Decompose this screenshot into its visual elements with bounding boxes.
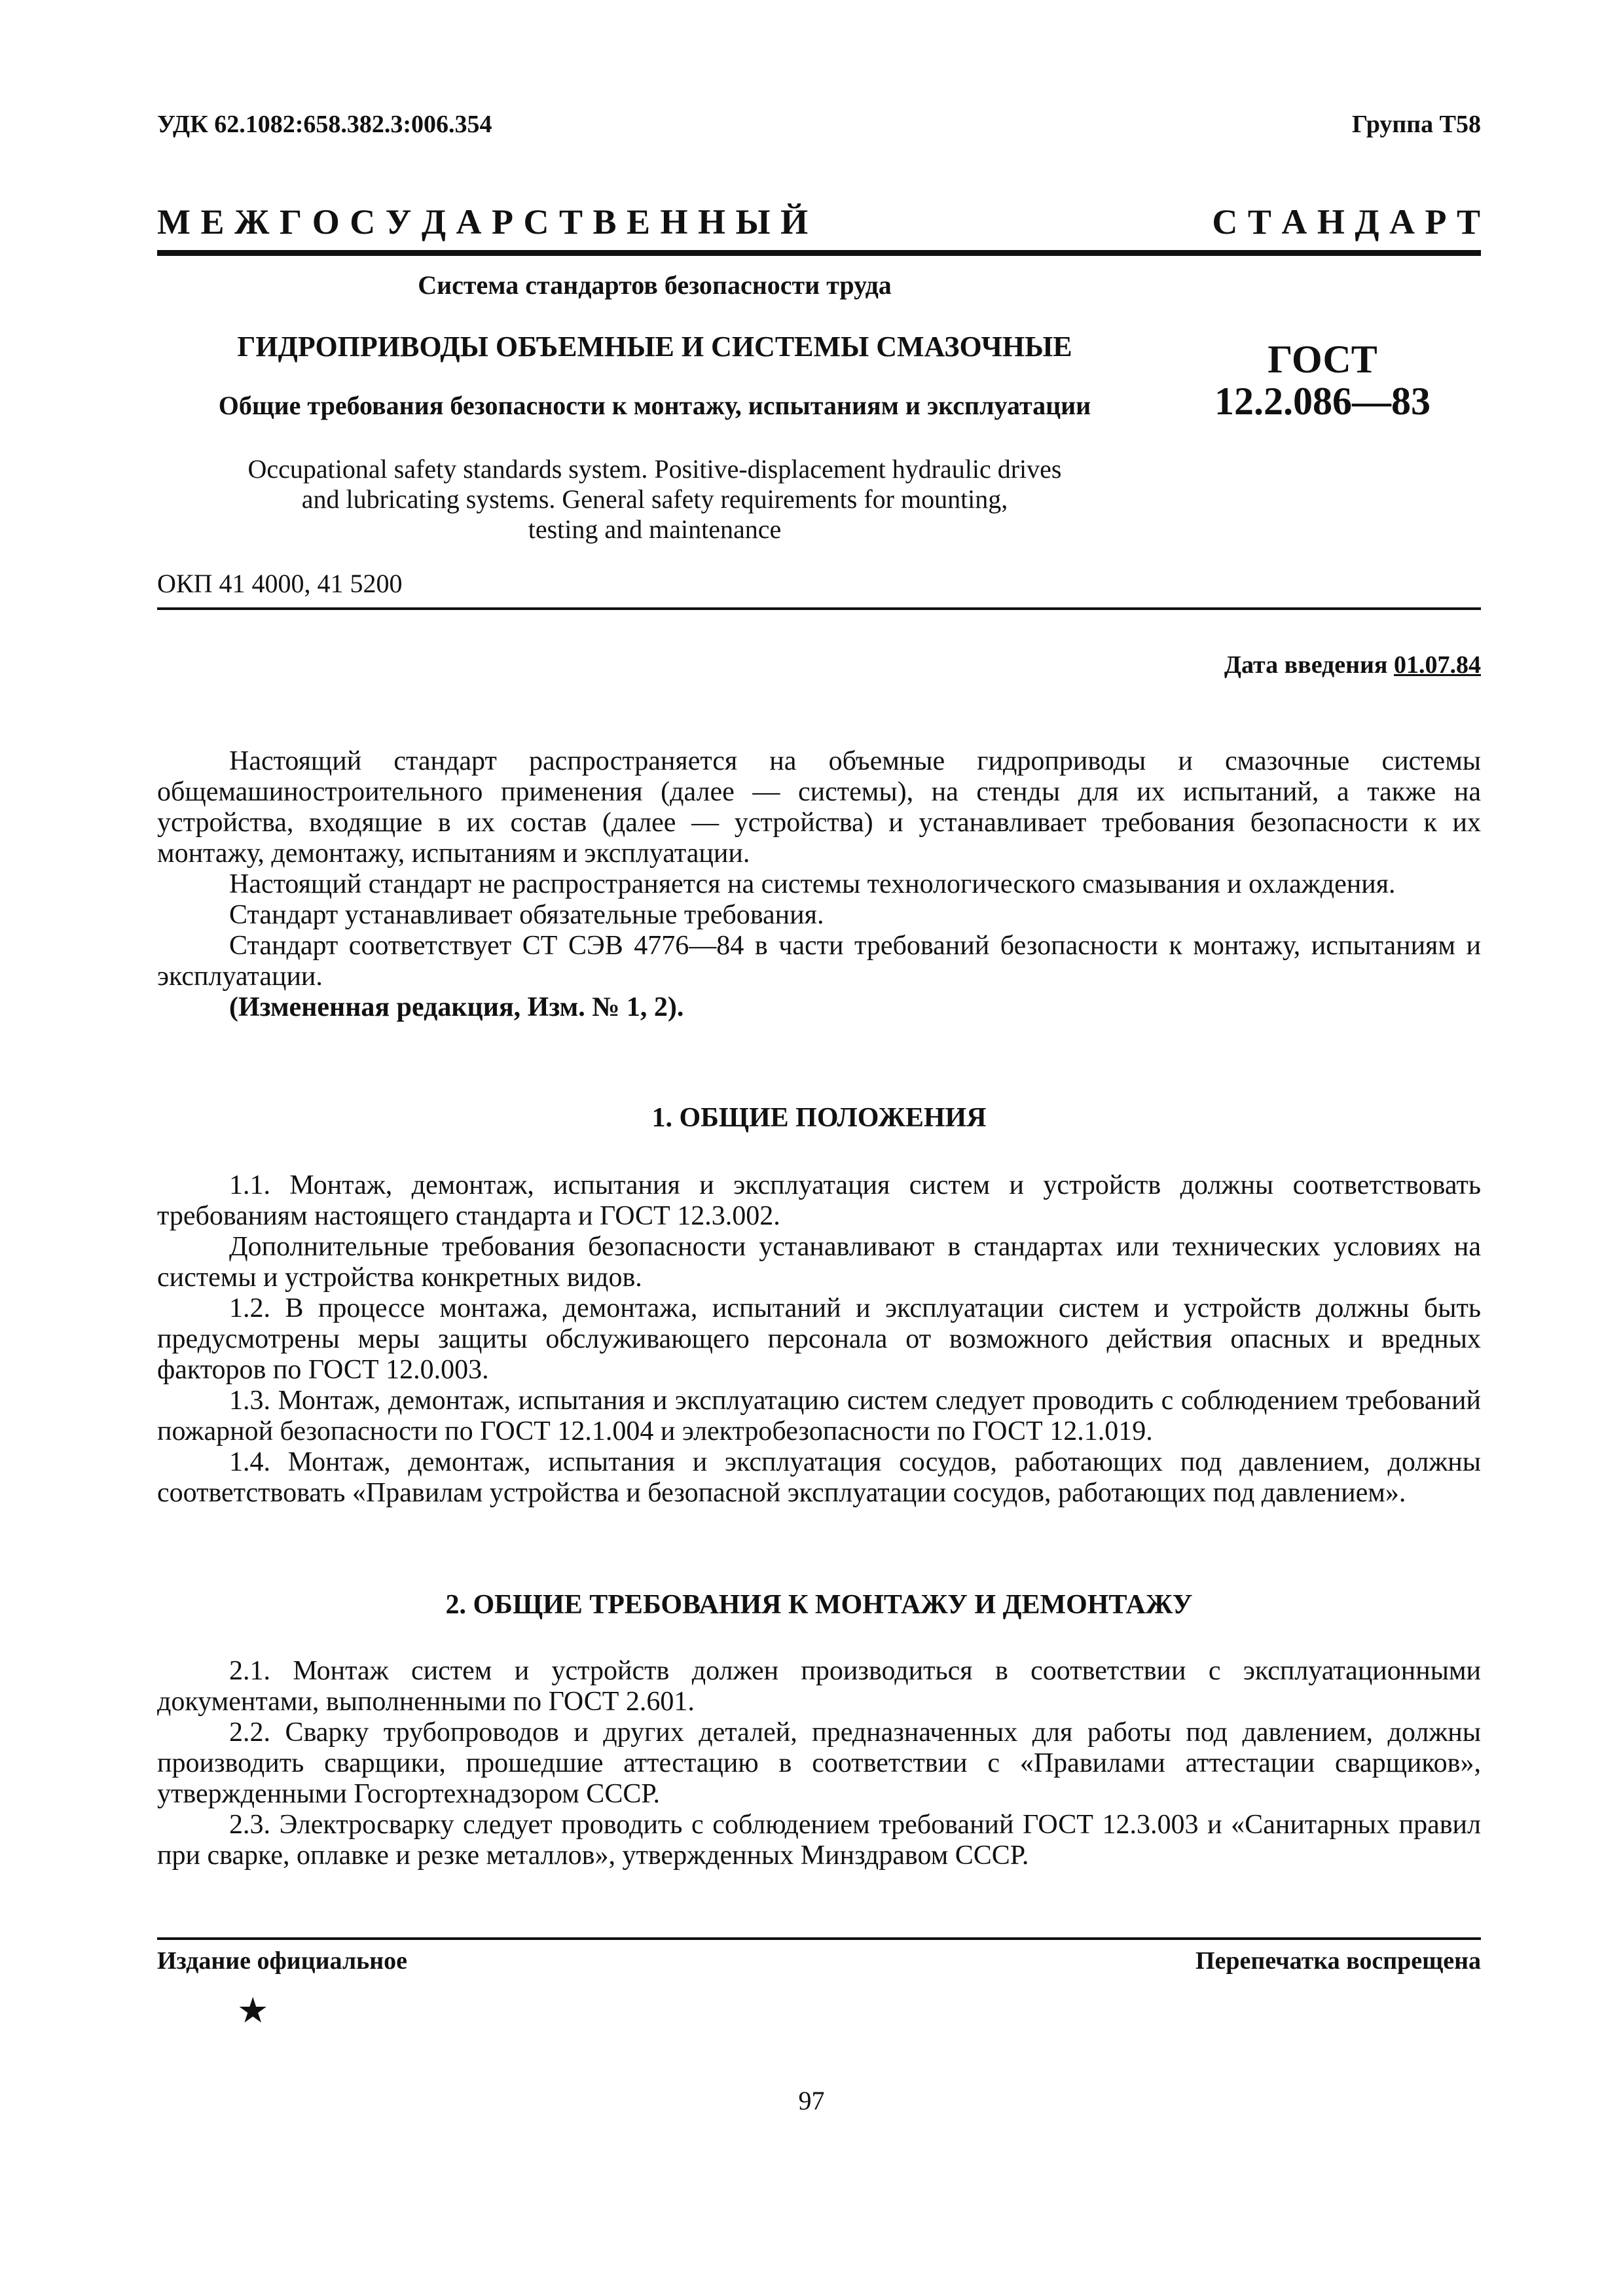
effective-date-value: 01.07.84 xyxy=(1394,651,1481,679)
banner-word-interstate: М Е Ж Г О С У Д А Р С Т В Е Н Н Ы Й xyxy=(157,202,809,242)
page-number: 97 xyxy=(798,2086,825,2115)
gost-label: ГОСТ xyxy=(1267,338,1377,381)
gost-number: 12.2.086—83 xyxy=(1214,380,1431,423)
section-paragraph: 1.3. Монтаж, демонтаж, испытания и эксплуатацию систем следует проводить с соблюдением требований пожарной безопасности по ГОСТ 12.1.004 и электробезопасности по ГОСТ 12.1.019. xyxy=(157,1386,1481,1446)
official-edition: Издание официальное xyxy=(157,1947,408,1975)
english-title xyxy=(157,454,1152,545)
banner-word-standard: С Т А Н Д А Р Т xyxy=(1212,202,1481,242)
intro-paragraph: Настоящий стандарт не распространяется на системы технологического смазывания и охлаждения. xyxy=(229,869,1396,899)
reprint-prohibited: Перепечатка воспрещена xyxy=(1195,1947,1481,1975)
section-paragraph: 2.3. Электросварку следует проводить с соблюдением требований ГОСТ 12.3.003 и «Санитарных правил при сварке, оплавке и резке металлов», утвержденных Минздравом СССР. xyxy=(157,1810,1481,1871)
section-paragraph: 1.4. Монтаж, демонтаж, испытания и эксплуатация сосудов, работающих под давлением, должны соответствовать «Правилам устройства и безопасной эксплуатации сосудов, работающих под давлением». xyxy=(157,1447,1481,1508)
english-title-line: testing and maintenance xyxy=(528,514,782,544)
english-title-line: and lubricating systems. General safety requirements for mounting, xyxy=(301,484,1008,514)
group-code: Группа Т58 xyxy=(1351,111,1481,138)
document-subtitle: Общие требования безопасности к монтажу, испытаниям и эксплуатации xyxy=(218,391,1091,420)
section-paragraph: 2.1. Монтаж систем и устройств должен производиться в соответствии с эксплуатационными документами, выполненными по ГОСТ 2.601. xyxy=(157,1656,1481,1717)
okp-code: ОКП 41 4000, 41 5200 xyxy=(157,569,403,598)
effective-date-label: Дата введения xyxy=(1224,651,1388,679)
effective-date xyxy=(1224,651,1481,679)
section-paragraph: 1.1. Монтаж, демонтаж, испытания и эксплуатация систем и устройств должны соответствовать требованиям настоящего стандарта и ГОСТ 12.3.002. xyxy=(157,1170,1481,1231)
document-title: ГИДРОПРИВОДЫ ОБЪЕМНЫЕ И СИСТЕМЫ СМАЗОЧНЫЕ xyxy=(237,331,1072,363)
section-paragraph: 1.2. В процессе монтажа, демонтажа, испытаний и эксплуатации систем и устройств должны быть предусмотрены меры защиты обслуживающего персонала от возможного действия опасных и вредных факторов по ГОСТ 12.0.003. xyxy=(157,1293,1481,1385)
udk-code: УДК 62.1082:658.382.3:006.354 xyxy=(157,111,492,138)
section-paragraph: 2.2. Сварку трубопроводов и других деталей, предназначенных для работы под давлением, должны производить сварщики, прошедшие аттестацию в соответствии с «Правилами аттестации сварщиков», утвержденными Госгортехнадзором СССР. xyxy=(157,1717,1481,1809)
section-1-body xyxy=(157,1170,1481,1509)
intro-paragraph: Стандарт соответствует СТ СЭВ 4776—84 в части требований безопасности к монтажу, испытаниям и эксплуатации. xyxy=(157,931,1481,992)
star-icon: ★ xyxy=(237,1991,269,2030)
section-2-heading: 2. ОБЩИЕ ТРЕБОВАНИЯ К МОНТАЖУ И ДЕМОНТАЖУ xyxy=(445,1590,1193,1620)
intro-paragraph: Стандарт устанавливает обязательные требования. xyxy=(229,900,824,930)
system-title: Система стандартов безопасности труда xyxy=(418,270,892,300)
footer-rule xyxy=(157,1937,1481,1940)
section-1-heading: 1. ОБЩИЕ ПОЛОЖЕНИЯ xyxy=(651,1103,987,1133)
english-title-line: Occupational safety standards system. Positive-displacement hydraulic drives xyxy=(247,454,1062,484)
section-paragraph: Дополнительные требования безопасности устанавливают в стандартах или технических условиях на системы и устройства конкретных видов. xyxy=(157,1232,1481,1293)
banner-rule xyxy=(157,250,1481,256)
amendment-note: (Измененная редакция, Изм. № 1, 2). xyxy=(229,992,684,1022)
intro-paragraph: Настоящий стандарт распространяется на объемные гидроприводы и смазочные системы общемашиностроительного применения (далее — системы), на стенды для их испытаний, а также на устройства, входящие в их состав (далее — устройства) и устанавливает требования безопасности к их монтажу, демонтажу, испытаниям и эксплуатации. xyxy=(157,746,1481,869)
intro-block xyxy=(157,746,1481,1023)
section-2-body xyxy=(157,1656,1481,1871)
title-block-rule xyxy=(157,607,1481,610)
